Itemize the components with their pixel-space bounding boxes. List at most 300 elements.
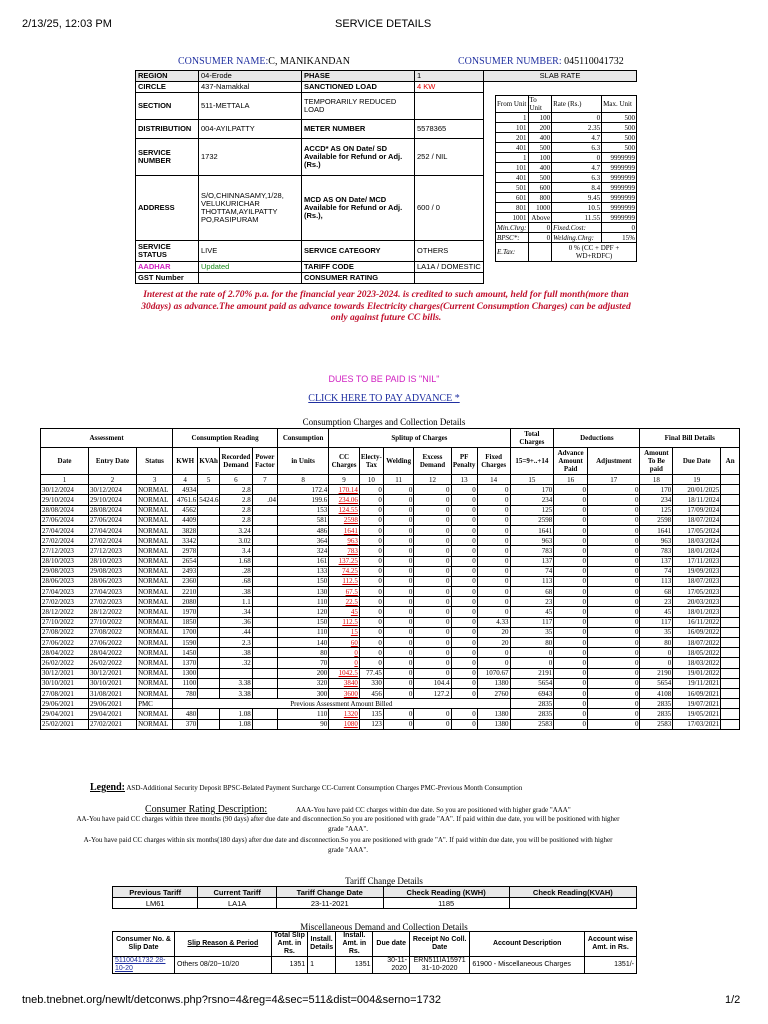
slab-rows xyxy=(496,113,637,223)
cc-charges-link[interactable] xyxy=(329,566,360,576)
tariff-change-table xyxy=(112,886,637,909)
welding-label: Welding.Chrg: xyxy=(552,233,602,243)
cc-charges-value[interactable]: 0 xyxy=(354,648,358,657)
table-cell: 0 xyxy=(554,709,588,719)
table-cell: 1700 xyxy=(173,627,198,637)
table-cell: 29/08/2023 xyxy=(41,566,89,576)
table-cell: 2.3 xyxy=(220,638,253,648)
column-number: 4 xyxy=(173,475,198,485)
table-row xyxy=(41,719,740,729)
table-cell: 0 xyxy=(414,576,451,586)
table-cell: 0 xyxy=(588,668,640,678)
service-status-label: SERVICE STATUS xyxy=(136,241,199,262)
cc-charges-value[interactable]: 783 xyxy=(347,546,358,555)
table-cell: 0 xyxy=(414,525,451,535)
table-cell: 0 xyxy=(414,515,451,525)
table-row xyxy=(41,536,740,546)
table-cell xyxy=(198,607,220,617)
slab-cell: 9999999 xyxy=(602,213,637,223)
table-row xyxy=(41,638,740,648)
table-cell: 18/07/2023 xyxy=(673,576,721,586)
cc-charges-link[interactable] xyxy=(329,648,360,658)
check-reading-kwh: 1185 xyxy=(383,898,509,909)
region-label: REGION xyxy=(136,71,199,82)
column-header: Advance Amount Paid xyxy=(554,448,588,475)
table-cell: 0 xyxy=(477,525,510,535)
cc-charges-value[interactable]: 1080 xyxy=(343,720,358,729)
table-cell: 2835 xyxy=(510,709,554,719)
cc-charges-value[interactable]: 3600 xyxy=(343,689,358,698)
misc-header: Total Slip Amt. in Rs. xyxy=(271,932,308,957)
misc-due-date: 30-11-2020 xyxy=(373,957,409,974)
table-cell: 0 xyxy=(477,515,510,525)
table-cell: 130 xyxy=(277,587,328,597)
table-cell: 0 xyxy=(451,576,477,586)
table-cell xyxy=(198,719,220,729)
table-cell xyxy=(252,607,277,617)
table-cell: 17/11/2023 xyxy=(673,556,721,566)
table-cell: 0 xyxy=(477,505,510,515)
table-cell xyxy=(198,617,220,627)
table-cell: 234 xyxy=(640,495,673,505)
cc-charges-link[interactable] xyxy=(329,638,360,648)
cc-charges-value[interactable]: 112.5 xyxy=(342,618,358,627)
service-status-value: LIVE xyxy=(199,241,302,262)
cc-charges-link[interactable] xyxy=(329,536,360,546)
table-cell: 0 xyxy=(451,597,477,607)
slab-cell: 0 xyxy=(552,113,602,123)
cc-charges-link[interactable] xyxy=(329,556,360,566)
slab-cell: 100 xyxy=(528,153,552,163)
table-cell: 27/02/2024 xyxy=(89,536,137,546)
table-cell: 0 xyxy=(451,617,477,627)
table-cell: 0 xyxy=(588,658,640,668)
table-cell: 45 xyxy=(510,607,554,617)
accd-label: ACCD* AS ON Date/ SD Available for Refund or Adj.(Rs.) xyxy=(302,139,415,176)
table-row xyxy=(41,566,740,576)
table-cell: 1.68 xyxy=(220,556,253,566)
table-cell: 0 xyxy=(554,668,588,678)
table-cell: 0 xyxy=(477,536,510,546)
table-cell: 0 xyxy=(588,638,640,648)
table-cell: NORMAL xyxy=(137,485,173,495)
table-cell xyxy=(721,648,740,658)
current-tariff: LA1A xyxy=(198,898,277,909)
column-number: 12 xyxy=(414,475,451,485)
cc-charges-value[interactable]: 45 xyxy=(350,608,358,617)
table-cell: 0 xyxy=(383,536,414,546)
column-number: 9 xyxy=(329,475,360,485)
table-cell: 19/05/2021 xyxy=(673,709,721,719)
cc-charges-link[interactable] xyxy=(329,587,360,597)
table-cell: .04 xyxy=(252,495,277,505)
table-cell: 0 xyxy=(383,495,414,505)
phase-label: PHASE xyxy=(302,71,415,82)
table-cell: 1380 xyxy=(477,709,510,719)
table-cell xyxy=(721,505,740,515)
table-cell xyxy=(721,566,740,576)
misc-total-slip: 1351 xyxy=(271,957,308,974)
table-cell: 135 xyxy=(359,709,383,719)
table-cell: 20 xyxy=(477,638,510,648)
column-header: Welding xyxy=(383,448,414,475)
cc-charges-value[interactable]: 15 xyxy=(350,628,358,637)
table-cell: 0 xyxy=(554,719,588,729)
slab-row xyxy=(496,163,637,173)
cc-charges-value[interactable]: 0 xyxy=(354,658,358,667)
table-cell: 5654 xyxy=(510,678,554,688)
bpsc-value: 0 xyxy=(528,233,552,243)
cc-charges-value[interactable]: 1641 xyxy=(343,526,358,535)
cc-charges-link[interactable] xyxy=(329,495,360,505)
pay-advance-link[interactable]: CLICK HERE TO PAY ADVANCE * xyxy=(308,393,460,404)
table-cell: 0 xyxy=(414,648,451,658)
cc-charges-value[interactable]: 963 xyxy=(347,536,358,545)
table-cell: 5424.6 xyxy=(199,495,219,504)
table-cell: 125 xyxy=(510,505,554,515)
slab-cell: 800 xyxy=(528,193,552,203)
table-cell: 161 xyxy=(277,556,328,566)
table-cell: 0 xyxy=(414,566,451,576)
column-header: in Units xyxy=(277,448,328,475)
table-cell: 2080 xyxy=(173,597,198,607)
table-cell xyxy=(721,556,740,566)
column-header: 15=9+..+14 xyxy=(510,448,554,475)
table-cell: 0 xyxy=(451,638,477,648)
table-cell: 29/04/2021 xyxy=(89,709,137,719)
cc-charges-value[interactable]: 1042.5 xyxy=(338,669,358,678)
table-cell: 0 xyxy=(477,495,510,505)
fixed-cost-value: 0 xyxy=(602,223,637,233)
slab-cell: 2.35 xyxy=(552,123,602,133)
table-cell: 28/10/2023 xyxy=(89,556,137,566)
table-row xyxy=(41,668,740,678)
table-cell: 0 xyxy=(451,627,477,637)
cc-charges-link[interactable] xyxy=(329,627,360,637)
cc-charges-link[interactable] xyxy=(329,709,360,719)
cc-charges-link[interactable] xyxy=(329,719,360,729)
table-cell: 1.08 xyxy=(220,719,253,729)
table-cell xyxy=(198,515,220,525)
table-cell: 1380 xyxy=(477,678,510,688)
column-header: KWH xyxy=(173,448,198,475)
misc-header: Account wise Amt. in Rs. xyxy=(584,932,636,957)
page-number: 1/2 xyxy=(725,994,741,1006)
cc-charges-value[interactable]: 67.5 xyxy=(345,587,358,596)
cc-charges-link[interactable] xyxy=(329,668,360,678)
cc-charges-link[interactable] xyxy=(329,505,360,515)
slab-row xyxy=(496,183,637,193)
table-cell: 77.45 xyxy=(359,668,383,678)
table-cell: NORMAL xyxy=(137,688,173,698)
table-cell: 68 xyxy=(510,587,554,597)
table-cell: 0 xyxy=(588,536,640,546)
table-cell: 80 xyxy=(510,638,554,648)
misc-header: Consumer No. & Slip Date xyxy=(113,932,175,957)
table-cell: NORMAL xyxy=(137,566,173,576)
table-cell: 0 xyxy=(383,607,414,617)
table-cell: NORMAL xyxy=(137,495,173,505)
cc-charges-value[interactable]: 112.5 xyxy=(342,577,358,586)
table-cell: 0 xyxy=(588,597,640,607)
table-cell: 0 xyxy=(477,576,510,586)
cc-charges-value[interactable]: 74.25 xyxy=(342,567,358,576)
table-cell: 0 xyxy=(383,648,414,658)
slab-cell: 0 xyxy=(552,153,602,163)
cc-charges-link[interactable] xyxy=(329,607,360,617)
table-cell xyxy=(721,627,740,637)
table-cell: 0 xyxy=(414,719,451,729)
slab-cell: 500 xyxy=(602,133,637,143)
slab-cell: 6.3 xyxy=(552,143,602,153)
table-cell: .68 xyxy=(220,576,253,586)
page-url: tneb.tnebnet.org/newlt/detconws.php?rsno=4&reg=4&sec=511&dist=004&serno=1732 xyxy=(22,994,442,1006)
table-cell xyxy=(721,638,740,648)
table-cell: 2210 xyxy=(173,587,198,597)
table-cell: 0 xyxy=(383,576,414,586)
table-cell: NORMAL xyxy=(137,719,173,729)
slab-cell: 101 xyxy=(496,123,529,133)
cc-charges-link[interactable] xyxy=(329,617,360,627)
cc-charges-value[interactable]: 170.14 xyxy=(338,485,358,494)
table-cell: 30/12/2024 xyxy=(41,485,89,495)
table-cell: 27/10/2022 xyxy=(89,617,137,627)
table-cell: 0 xyxy=(451,495,477,505)
table-cell: 133 xyxy=(277,566,328,576)
table-cell: 0 xyxy=(588,627,640,637)
cc-charges-link[interactable] xyxy=(329,688,360,698)
check-reading-kvah xyxy=(509,898,636,909)
table-cell: 30/10/2021 xyxy=(89,678,137,688)
total-header: Total Charges xyxy=(510,429,554,448)
table-cell: 0 xyxy=(414,709,451,719)
table-cell xyxy=(198,627,220,637)
table-cell: 199.6 xyxy=(277,495,328,505)
table-cell: 0 xyxy=(477,658,510,668)
table-cell: 23 xyxy=(640,597,673,607)
table-cell: 0 xyxy=(414,638,451,648)
cc-charges-link[interactable] xyxy=(329,576,360,586)
legend xyxy=(90,782,522,793)
cc-charges-value[interactable]: 60 xyxy=(350,638,358,647)
cc-charges-link[interactable] xyxy=(329,485,360,495)
table-cell: 5654 xyxy=(640,678,673,688)
slab-cell: 9999999 xyxy=(602,153,637,163)
slab-cell: 9.45 xyxy=(552,193,602,203)
table-cell: 117 xyxy=(640,617,673,627)
table-row xyxy=(41,546,740,556)
table-cell: 4409 xyxy=(173,515,198,525)
table-cell: 18/05/2022 xyxy=(673,648,721,658)
table-row xyxy=(41,627,740,637)
cc-charges-value[interactable]: 2598 xyxy=(343,516,358,525)
table-cell xyxy=(252,668,277,678)
table-cell: 0 xyxy=(359,627,383,637)
table-cell: 0 xyxy=(451,607,477,617)
column-header: Due Date xyxy=(673,448,721,475)
cc-charges-link[interactable] xyxy=(329,515,360,525)
table-cell: 0 xyxy=(554,627,588,637)
table-cell xyxy=(252,587,277,597)
cc-charges-link[interactable] xyxy=(329,658,360,668)
table-cell: 0 xyxy=(414,495,451,505)
slab-row xyxy=(496,173,637,183)
table-cell: 27/08/2022 xyxy=(89,627,137,637)
slab-cell: 500 xyxy=(602,113,637,123)
table-cell: 0 xyxy=(451,587,477,597)
cc-charges-value[interactable]: 137.25 xyxy=(338,557,358,566)
table-cell: 0 xyxy=(359,515,383,525)
section-label: SECTION xyxy=(136,93,199,120)
table-cell: 113 xyxy=(640,576,673,586)
table-cell: 27/02/2023 xyxy=(41,597,89,607)
table-cell: 486 xyxy=(277,525,328,535)
table-cell xyxy=(252,576,277,586)
slab-row xyxy=(496,203,637,213)
table-cell: 0 xyxy=(510,648,554,658)
cc-charges-value[interactable]: 3840 xyxy=(343,679,358,688)
table-cell xyxy=(198,485,220,495)
misc-consumer-slip[interactable]: 5110041732 28-10-20 xyxy=(113,957,175,974)
column-number xyxy=(721,475,740,485)
aadhar-label: AADHAR xyxy=(136,262,199,273)
table-cell: 70 xyxy=(277,658,328,668)
cc-charges-link[interactable] xyxy=(329,546,360,556)
table-cell: 0 xyxy=(451,505,477,515)
table-cell: 0 xyxy=(359,546,383,556)
table-cell: 0 xyxy=(451,525,477,535)
table-cell xyxy=(721,495,740,505)
table-cell xyxy=(198,688,220,698)
table-cell: 0 xyxy=(359,525,383,535)
table-cell: 0 xyxy=(588,485,640,495)
table-cell: 90 xyxy=(277,719,328,729)
table-cell: 3828 xyxy=(173,525,198,535)
slab-row xyxy=(496,123,637,133)
slab-cell: 9999999 xyxy=(602,203,637,213)
table-cell: 0 xyxy=(554,525,588,535)
slab-cell: 500 xyxy=(528,173,552,183)
table-cell: 2360 xyxy=(173,576,198,586)
table-cell: 0 xyxy=(477,587,510,597)
table-cell: 0 xyxy=(554,648,588,658)
table-cell xyxy=(198,566,220,576)
table-cell: 104.4 xyxy=(414,678,451,688)
column-number: 14 xyxy=(477,475,510,485)
misc-account-desc: 61900 - Miscellaneous Charges xyxy=(470,957,585,974)
column-header: Excess Demand xyxy=(414,448,451,475)
table-cell: 27/06/2022 xyxy=(89,638,137,648)
table-cell: 27/02/2023 xyxy=(89,597,137,607)
table-cell: 0 xyxy=(588,525,640,535)
column-header: Status xyxy=(137,448,173,475)
table-cell: 0 xyxy=(588,648,640,658)
table-cell: 0 xyxy=(359,566,383,576)
cc-charges-link[interactable] xyxy=(329,597,360,607)
slab-cell: 4.7 xyxy=(552,133,602,143)
table-cell: 29/10/2024 xyxy=(89,495,137,505)
column-header: PF Penalty xyxy=(451,448,477,475)
table-cell: 0 xyxy=(383,556,414,566)
table-cell: 0 xyxy=(451,709,477,719)
table-cell: 137 xyxy=(640,556,673,566)
table-cell: PMC xyxy=(137,699,173,709)
table-cell: 0 xyxy=(640,648,673,658)
table-cell xyxy=(252,485,277,495)
column-number: 5 xyxy=(198,475,220,485)
table-cell: 20 xyxy=(477,627,510,637)
table-cell: NORMAL xyxy=(137,546,173,556)
column-header: Recorded Demand xyxy=(220,448,253,475)
cc-charges-value[interactable]: 22.5 xyxy=(345,597,358,606)
misc-header: Account Description xyxy=(470,932,585,957)
table-cell: 0 xyxy=(588,556,640,566)
table-cell: 74 xyxy=(510,566,554,576)
table-cell: 28/04/2022 xyxy=(89,648,137,658)
slab-cell: 1 xyxy=(496,153,529,163)
cc-charges-link[interactable] xyxy=(329,525,360,535)
cc-charges-value[interactable]: 1320 xyxy=(343,709,358,718)
table-cell: 0 xyxy=(554,638,588,648)
table-cell: 0 xyxy=(359,587,383,597)
table-cell xyxy=(721,617,740,627)
table-cell: 19/09/2023 xyxy=(673,566,721,576)
table-cell: 18/11/2024 xyxy=(673,495,721,505)
min-chrg-label: Min.Chrg: xyxy=(497,223,527,232)
table-cell: NORMAL xyxy=(137,617,173,627)
table-cell: 2760 xyxy=(477,688,510,698)
table-cell xyxy=(252,648,277,658)
table-cell: 2.8 xyxy=(220,505,253,515)
table-cell xyxy=(252,566,277,576)
etax-value: 0 % (CC + DPF + WD+RDFC) xyxy=(552,243,637,262)
table-cell: NORMAL xyxy=(137,525,173,535)
slab-row xyxy=(496,213,637,223)
cc-charges-value[interactable]: 234.06 xyxy=(338,495,358,504)
cc-charges-link[interactable] xyxy=(329,678,360,688)
slab-cell: 500 xyxy=(528,143,552,153)
etax-label: E.Tax: xyxy=(496,243,529,262)
table-row xyxy=(41,587,740,597)
consumer-name: CONSUMER NAME:C, MANIKANDAN xyxy=(178,56,350,67)
table-cell: 320 xyxy=(277,678,328,688)
column-header: Entry Date xyxy=(89,448,137,475)
misc-header: Slip Reason & Period xyxy=(175,932,272,957)
table-cell: 28/10/2023 xyxy=(41,556,89,566)
table-cell: 0 xyxy=(554,495,588,505)
mcd-value: 600 / 0 xyxy=(415,176,484,241)
table-cell: 2190 xyxy=(640,668,673,678)
table-cell xyxy=(252,546,277,556)
table-row xyxy=(41,658,740,668)
table-cell: 0 xyxy=(554,688,588,698)
table-cell: NORMAL xyxy=(137,587,173,597)
cc-charges-value[interactable]: 124.55 xyxy=(338,506,358,515)
table-cell: 0 xyxy=(414,546,451,556)
table-cell: 16/11/2022 xyxy=(673,617,721,627)
table-cell: 0 xyxy=(359,617,383,627)
deductions-header: Deductions xyxy=(554,429,640,448)
table-cell: 0 xyxy=(588,576,640,586)
table-cell: 0 xyxy=(383,587,414,597)
table-cell: 0 xyxy=(383,566,414,576)
table-cell: 0 xyxy=(554,546,588,556)
table-cell: 0 xyxy=(554,607,588,617)
table-cell: NORMAL xyxy=(137,668,173,678)
table-cell: 28/12/2022 xyxy=(89,607,137,617)
table-cell: 28/12/2022 xyxy=(41,607,89,617)
table-cell xyxy=(252,536,277,546)
